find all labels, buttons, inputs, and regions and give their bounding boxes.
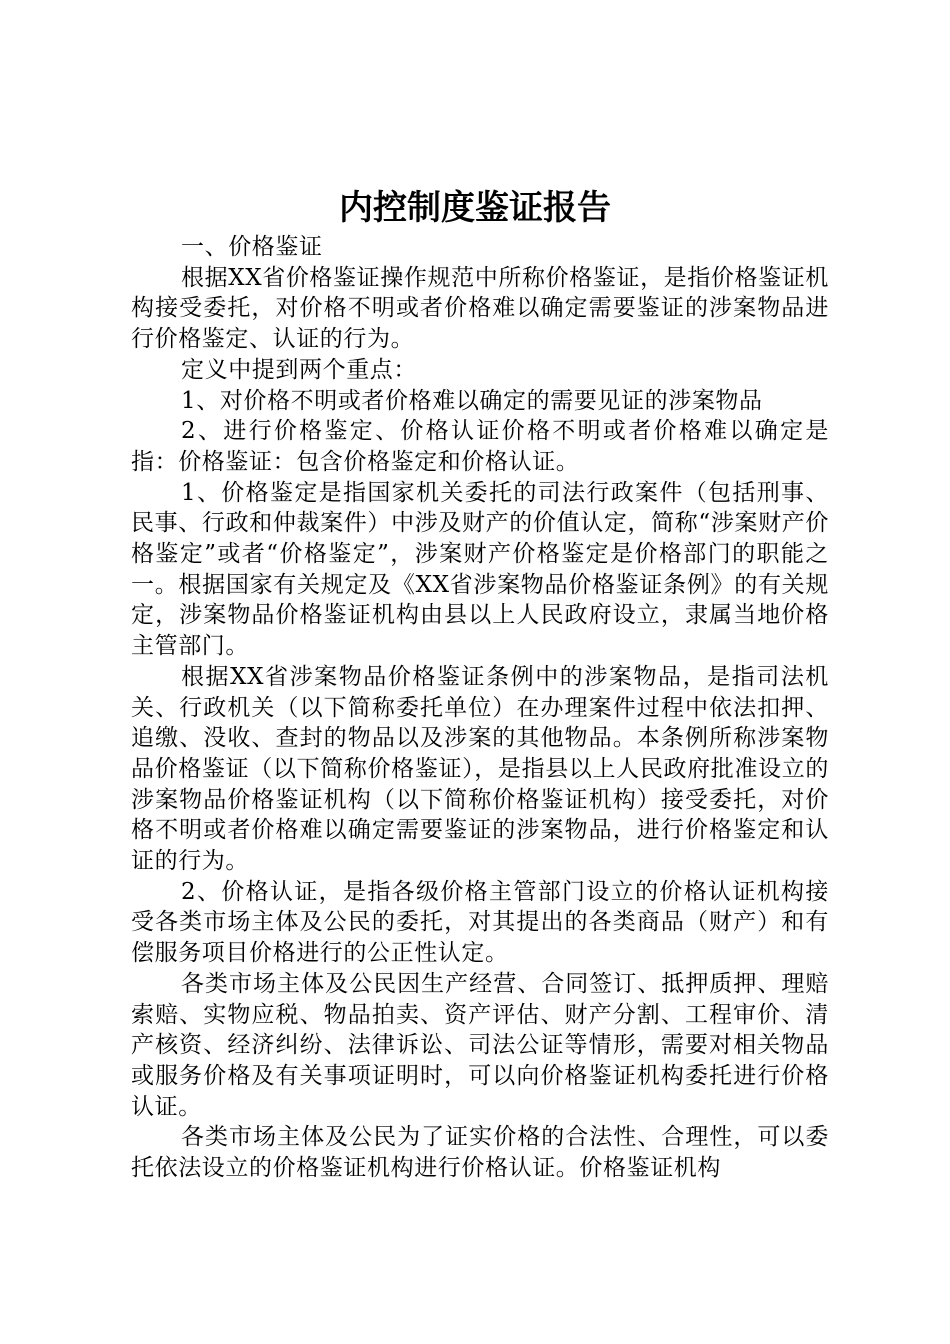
document-title: 内控制度鉴证报告 [339,188,611,228]
paragraph-2: 根据XX省价格鉴证操作规范中所称价格鉴证，是指价格鉴证机构接受委托，对价格不明或者价格难以确定需要鉴证的涉案物品进行价格鉴定、认证的行为。 [131,264,829,353]
paragraph-6: 1、价格鉴定是指国家机关委托的司法行政案件（包括刑事、民事、行政和仲裁案件）中涉及财产的价值认定，简称“涉案财产价格鉴定”或者“价格鉴定”，涉案财产价格鉴定是价格部门的职能之一。根据国家有关规定及《XX省涉案物品价格鉴证条例》的有关规定，涉案物品价格鉴证机构由县以上人民政府设立，隶属当地价格主管部门。 [131,479,829,660]
paragraph-9: 各类市场主体及公民因生产经营、合同签订、抵押质押、理赔索赔、实物应税、物品拍卖、资产评估、财产分割、工程审价、清产核资、经济纠纷、法律诉讼、司法公证等情形，需要对相关物品或服务价格及有关事项证明时，可以向价格鉴证机构委托进行价格认证。 [131,970,829,1120]
paragraph-3: 定义中提到两个重点： [181,356,417,383]
paragraph-7: 根据XX省涉案物品价格鉴证条例中的涉案物品，是指司法机关、行政机关（以下简称委托单位）在办理案件过程中依法扣押、追缴、没收、查封的物品以及涉案的其他物品。本条例所称涉案物品价格鉴证（以下简称价格鉴证），是指县以上人民政府批准设立的涉案物品价格鉴证机构（以下简称价格鉴证机构）接受委托，对价格不明或者价格难以确定需要鉴证的涉案物品，进行价格鉴定和认证的行为。 [131,663,829,875]
paragraph-1: 一、价格鉴证 [181,234,323,260]
paragraph-4: 1、对价格不明或者价格难以确定的需要见证的涉案物品 [181,387,763,414]
paragraph-5: 2、进行价格鉴定、价格认证价格不明或者价格难以确定是指：价格鉴证：包含价格鉴定和价格认证。 [131,418,829,475]
paragraph-8: 2、价格认证，是指各级价格主管部门设立的价格认证机构接受各类市场主体及公民的委托，对其提出的各类商品（财产）和有偿服务项目价格进行的公正性认定。 [131,878,829,967]
document-body [131,232,829,1184]
paragraph-10: 各类市场主体及公民为了证实价格的合法性、合理性，可以委托依法设立的价格鉴证机构进行价格认证。价格鉴证机构 [131,1124,829,1182]
